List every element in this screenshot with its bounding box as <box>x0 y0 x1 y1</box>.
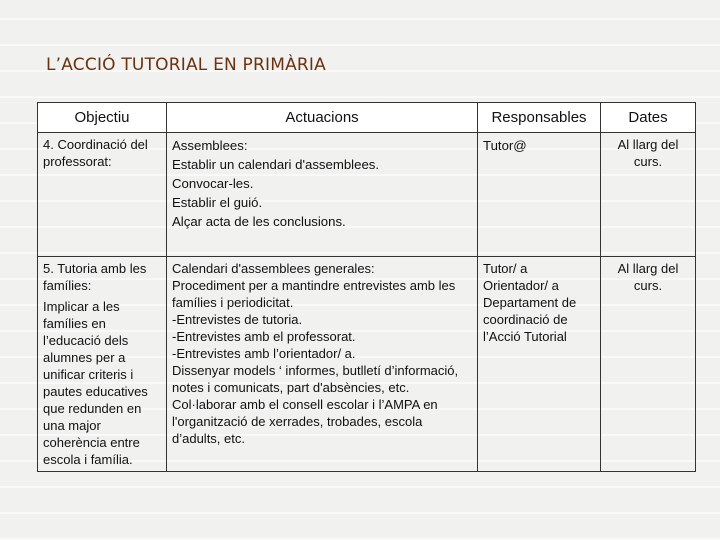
cell-text: Tutor@ <box>483 138 527 153</box>
cell-text: Convocar-les. <box>172 176 254 191</box>
cell-actuacions <box>167 133 478 257</box>
page-title: L’ACCIÓ TUTORIAL EN PRIMÀRIA <box>46 55 326 75</box>
cell-text: -Entrevistes amb el professorat. <box>172 329 356 344</box>
cell-text: Establir el guió. <box>172 195 263 210</box>
cell-text: Alçar acta de les conclusions. <box>172 214 346 229</box>
cell-objectiu <box>38 133 167 257</box>
cell-dates <box>601 133 696 257</box>
table-row <box>38 257 696 472</box>
cell-text: 4. Coordinació del professorat: <box>43 137 148 169</box>
cell-responsables <box>478 257 601 472</box>
cell-dates <box>601 257 696 472</box>
cell-text: 5. Tutoria amb les famílies: <box>43 261 147 293</box>
header-responsables: Responsables <box>478 103 601 133</box>
cell-text: Implicar a les famílies en l’educació dels alumnes per a unificar criteris i pautes educatives que redunden en una major coherència entre escola i família. <box>43 299 148 467</box>
header-actuacions: Actuacions <box>167 103 478 133</box>
cell-text: Col·laborar amb el consell escolar i l’AMPA en l'organització de xerrades, trobades, escola d’adults, etc. <box>172 397 438 446</box>
cell-text: Establir un calendari d'assemblees. <box>172 157 380 172</box>
cell-actuacions <box>167 257 478 472</box>
cell-text: Procediment per a mantindre entrevistes amb les famílies i periodicitat. <box>172 278 456 310</box>
table-header-row <box>38 103 696 133</box>
cell-objectiu <box>38 257 167 472</box>
cell-text: Al llarg del curs. <box>617 261 679 293</box>
cell-text: Assemblees: <box>172 138 248 153</box>
cell-text: -Entrevistes de tutoria. <box>172 312 303 327</box>
tutorial-table <box>37 102 696 472</box>
header-dates: Dates <box>601 103 696 133</box>
cell-text: -Entrevistes amb l’orientador/ a. <box>172 346 356 361</box>
cell-text: Tutor/ a Orientador/ a Departament de coordinació de l’Acció Tutorial <box>483 261 577 344</box>
cell-text: Dissenyar models ‘ informes, butlletí d’informació, notes i comunicats, part d'absències, etc. <box>172 363 459 395</box>
cell-text: Al llarg del curs. <box>617 137 679 169</box>
cell-text: Calendari d'assemblees generales: <box>172 261 375 276</box>
header-objectiu: Objectiu <box>38 103 167 133</box>
table-row <box>38 133 696 257</box>
cell-responsables <box>478 133 601 257</box>
